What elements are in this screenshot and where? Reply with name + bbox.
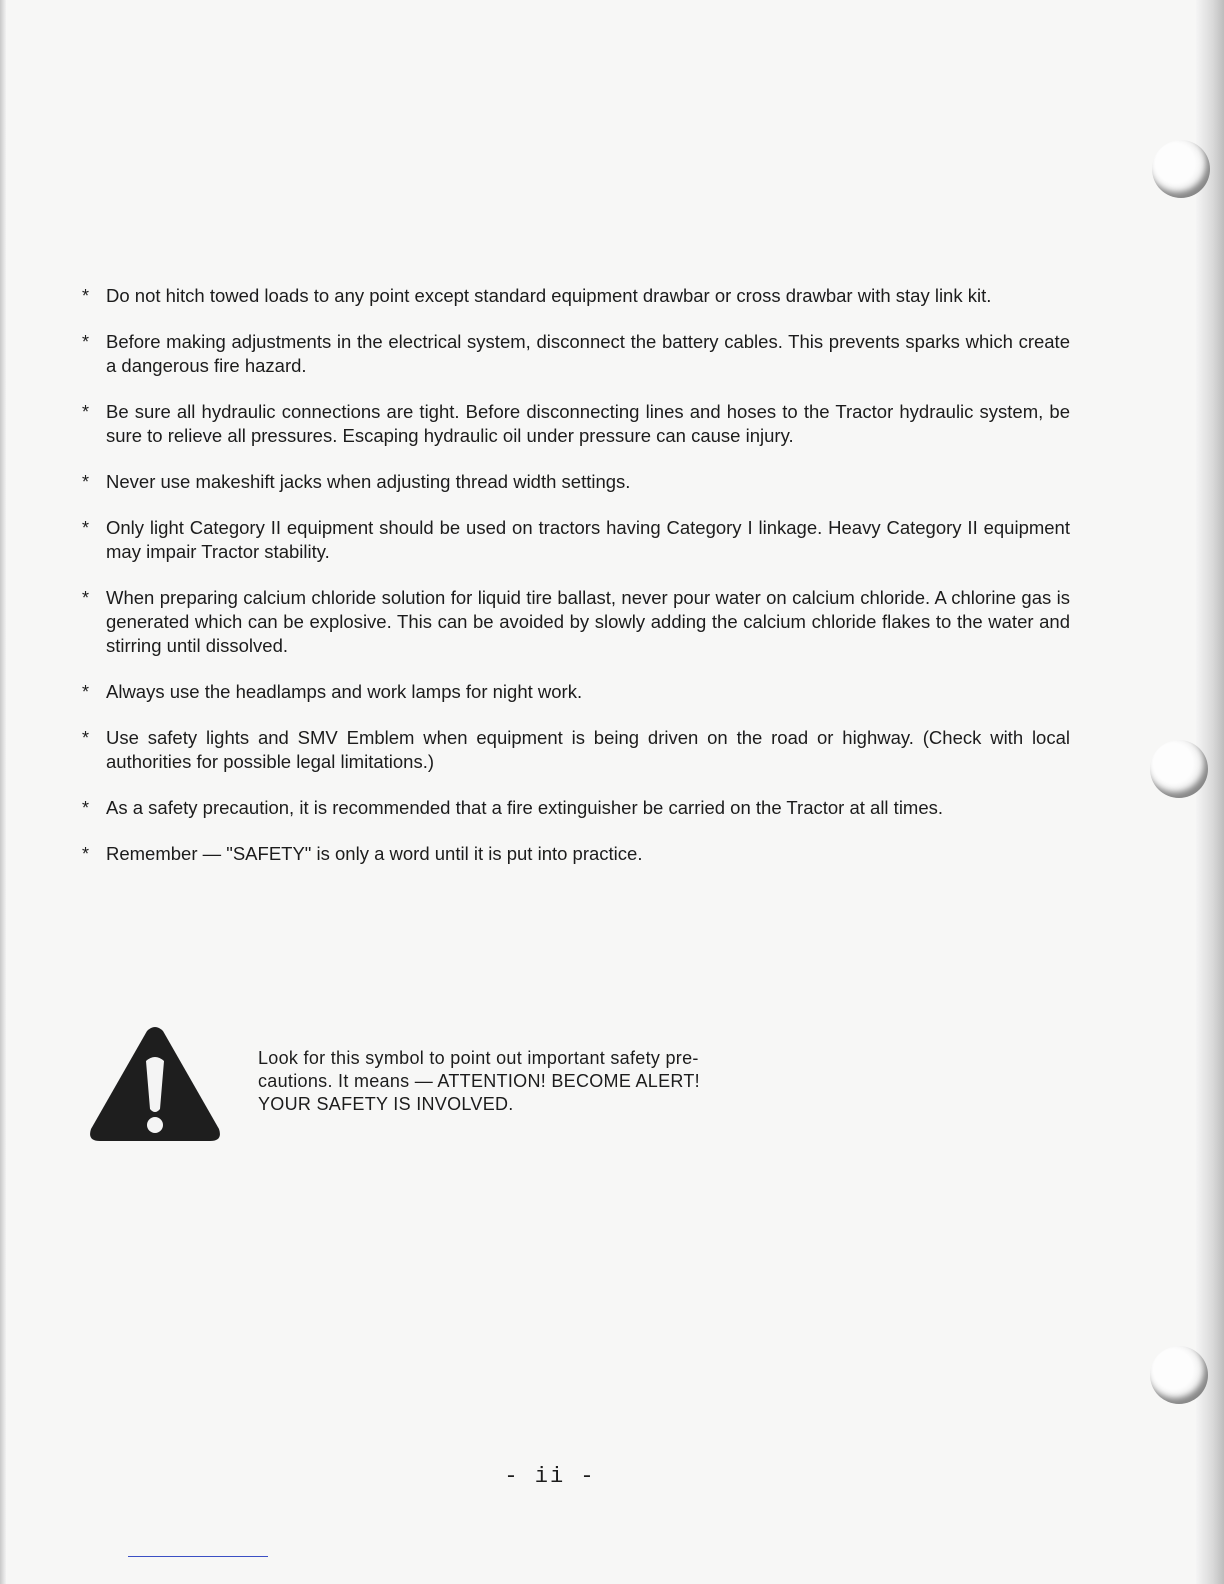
binder-hole-bottom <box>1150 1346 1208 1404</box>
bullet-text: Always use the headlamps and work lamps for night work. <box>106 681 583 702</box>
binder-hole-top <box>1152 140 1210 198</box>
bullet-asterisk: * <box>82 472 90 492</box>
safety-alert-message <box>258 1047 818 1116</box>
bullet-asterisk: * <box>82 332 90 352</box>
list-item <box>80 284 1070 308</box>
bullet-text: When preparing calcium chloride solution for liquid tire ballast, never pour water on calcium chloride. A chlorine gas is generated which can be explosive. This can be avoided by slowly adding the calcium chloride flakes to the water and stirring until dissolved. <box>106 587 1070 656</box>
safety-alert-triangle-icon <box>88 1025 222 1143</box>
bullet-text: Be sure all hydraulic connections are tight. Before disconnecting lines and hoses to the Tractor hydraulic system, be sure to relieve all pressures. Escaping hydraulic oil under pressure can cause injury. <box>106 401 1070 446</box>
bullet-text: As a safety precaution, it is recommended that a fire extinguisher be carried on the Tractor at all times. <box>106 797 944 818</box>
bullet-asterisk: * <box>82 518 90 538</box>
list-item <box>80 470 1070 494</box>
safety-alert-block <box>88 1025 868 1145</box>
binder-hole-middle <box>1150 740 1208 798</box>
bullet-asterisk: * <box>82 402 90 422</box>
list-item <box>80 680 1070 704</box>
bullet-asterisk: * <box>82 588 90 608</box>
bullet-asterisk: * <box>82 844 90 864</box>
safety-bullet-list <box>80 284 1070 888</box>
bullet-asterisk: * <box>82 798 90 818</box>
page-right-edge <box>1196 0 1224 1584</box>
bullet-text: Only light Category II equipment should be used on tractors having Category I linkage. Heavy Category II equipment may impair Tractor stability. <box>106 517 1070 562</box>
list-item <box>80 726 1070 774</box>
list-item <box>80 586 1070 658</box>
safety-alert-line-1: Look for this symbol to point out important safety pre- <box>258 1048 699 1068</box>
page-left-edge <box>0 0 6 1584</box>
list-item <box>80 400 1070 448</box>
page-number: - ii - <box>504 1464 596 1489</box>
bullet-text: Before making adjustments in the electrical system, disconnect the battery cables. This prevents sparks which create a dangerous fire hazard. <box>106 331 1070 376</box>
bullet-text: Use safety lights and SMV Emblem when equipment is being driven on the road or highway. (Check with local authorities for possible legal limitations.) <box>106 727 1070 772</box>
list-item <box>80 796 1070 820</box>
bullet-asterisk: * <box>82 728 90 748</box>
bullet-text: Never use makeshift jacks when adjusting thread width settings. <box>106 471 631 492</box>
bottom-rule <box>128 1556 268 1557</box>
safety-alert-line-3: YOUR SAFETY IS INVOLVED. <box>258 1094 514 1114</box>
safety-alert-line-2: cautions. It means — ATTENTION! BECOME ALERT! <box>258 1071 700 1091</box>
list-item <box>80 842 1070 866</box>
list-item <box>80 330 1070 378</box>
bullet-asterisk: * <box>82 682 90 702</box>
bullet-text: Do not hitch towed loads to any point except standard equipment drawbar or cross drawbar with stay link kit. <box>106 285 992 306</box>
bullet-asterisk: * <box>82 286 90 306</box>
list-item <box>80 516 1070 564</box>
bullet-text: Remember — "SAFETY" is only a word until it is put into practice. <box>106 843 643 864</box>
